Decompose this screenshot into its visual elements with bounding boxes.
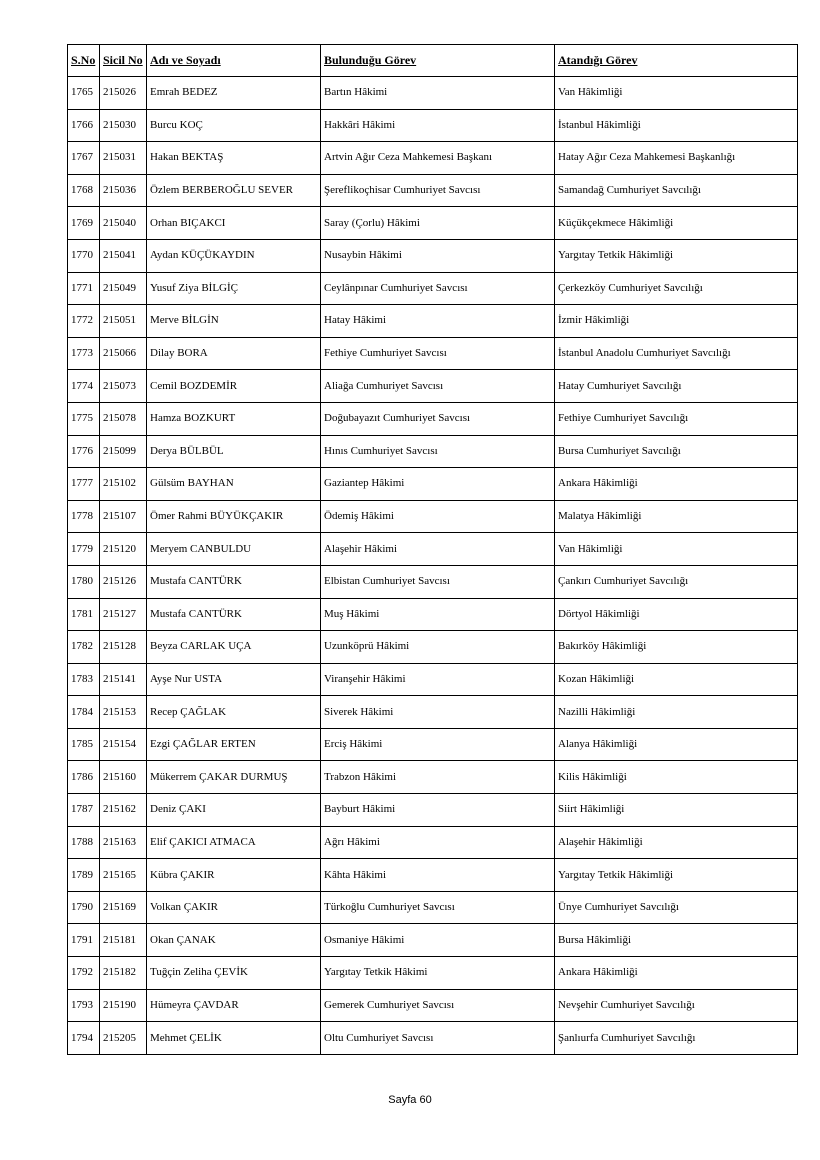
header-name: Adı ve Soyadı [147, 45, 321, 77]
header-sicil-no: Sicil No [100, 45, 147, 77]
cell-sno: 1785 [68, 728, 100, 761]
cell-current-post: Ceylânpınar Cumhuriyet Savcısı [321, 272, 555, 305]
cell-name: Meryem CANBULDU [147, 533, 321, 566]
cell-name: Aydan KÜÇÜKAYDIN [147, 239, 321, 272]
cell-assigned-post: İstanbul Anadolu Cumhuriyet Savcılığı [555, 337, 798, 370]
table-row [68, 142, 798, 175]
cell-current-post: Ağrı Hâkimi [321, 826, 555, 859]
cell-assigned-post: Nazilli Hâkimliği [555, 696, 798, 729]
cell-sno: 1786 [68, 761, 100, 794]
cell-current-post: Nusaybin Hâkimi [321, 239, 555, 272]
table-row [68, 272, 798, 305]
cell-assigned-post: Samandağ Cumhuriyet Savcılığı [555, 174, 798, 207]
cell-current-post: Uzunköprü Hâkimi [321, 631, 555, 664]
header-sno: S.No [68, 45, 100, 77]
cell-name: Yusuf Ziya BİLGİÇ [147, 272, 321, 305]
table-row [68, 1022, 798, 1055]
table-body [68, 77, 798, 1055]
cell-current-post: Hınıs Cumhuriyet Savcısı [321, 435, 555, 468]
cell-sno: 1769 [68, 207, 100, 240]
cell-name: Özlem BERBEROĞLU SEVER [147, 174, 321, 207]
cell-sicil-no: 215030 [100, 109, 147, 142]
cell-name: Okan ÇANAK [147, 924, 321, 957]
cell-sno: 1773 [68, 337, 100, 370]
cell-current-post: Artvin Ağır Ceza Mahkemesi Başkanı [321, 142, 555, 175]
cell-name: Kübra ÇAKIR [147, 859, 321, 892]
table-row [68, 728, 798, 761]
cell-sicil-no: 215107 [100, 500, 147, 533]
cell-sno: 1782 [68, 631, 100, 664]
cell-assigned-post: Yargıtay Tetkik Hâkimliği [555, 239, 798, 272]
cell-name: Beyza CARLAK UÇA [147, 631, 321, 664]
cell-assigned-post: Van Hâkimliği [555, 77, 798, 110]
cell-name: Ayşe Nur USTA [147, 663, 321, 696]
cell-sicil-no: 215031 [100, 142, 147, 175]
cell-sicil-no: 215181 [100, 924, 147, 957]
appointment-table [67, 44, 798, 1055]
cell-assigned-post: Çerkezköy Cumhuriyet Savcılığı [555, 272, 798, 305]
cell-assigned-post: Bakırköy Hâkimliği [555, 631, 798, 664]
cell-sicil-no: 215051 [100, 305, 147, 338]
cell-current-post: Şereflikoçhisar Cumhuriyet Savcısı [321, 174, 555, 207]
cell-sno: 1791 [68, 924, 100, 957]
cell-sicil-no: 215102 [100, 468, 147, 501]
cell-current-post: Yargıtay Tetkik Hâkimi [321, 957, 555, 990]
cell-name: Merve BİLGİN [147, 305, 321, 338]
cell-sno: 1789 [68, 859, 100, 892]
cell-current-post: Elbistan Cumhuriyet Savcısı [321, 565, 555, 598]
cell-sicil-no: 215127 [100, 598, 147, 631]
cell-sicil-no: 215026 [100, 77, 147, 110]
table-row [68, 761, 798, 794]
cell-name: Ömer Rahmi BÜYÜKÇAKIR [147, 500, 321, 533]
cell-name: Emrah BEDEZ [147, 77, 321, 110]
cell-name: Mehmet ÇELİK [147, 1022, 321, 1055]
cell-sno: 1787 [68, 794, 100, 827]
cell-name: Hümeyra ÇAVDAR [147, 989, 321, 1022]
cell-name: Orhan BIÇAKCI [147, 207, 321, 240]
cell-sicil-no: 215073 [100, 370, 147, 403]
header-current-post: Bulunduğu Görev [321, 45, 555, 77]
cell-sno: 1767 [68, 142, 100, 175]
cell-assigned-post: İstanbul Hâkimliği [555, 109, 798, 142]
header-assigned-post: Atandığı Görev [555, 45, 798, 77]
table-row [68, 631, 798, 664]
cell-current-post: Saray (Çorlu) Hâkimi [321, 207, 555, 240]
cell-current-post: Ödemiş Hâkimi [321, 500, 555, 533]
cell-sno: 1780 [68, 565, 100, 598]
cell-sicil-no: 215120 [100, 533, 147, 566]
cell-sicil-no: 215154 [100, 728, 147, 761]
cell-sicil-no: 215205 [100, 1022, 147, 1055]
cell-sno: 1793 [68, 989, 100, 1022]
table-row [68, 989, 798, 1022]
cell-sno: 1776 [68, 435, 100, 468]
table-row [68, 957, 798, 990]
cell-sicil-no: 215078 [100, 402, 147, 435]
cell-assigned-post: Kozan Hâkimliği [555, 663, 798, 696]
cell-sicil-no: 215141 [100, 663, 147, 696]
table-row [68, 109, 798, 142]
cell-assigned-post: Alaşehir Hâkimliği [555, 826, 798, 859]
cell-name: Ezgi ÇAĞLAR ERTEN [147, 728, 321, 761]
table-row [68, 370, 798, 403]
table-row [68, 565, 798, 598]
cell-current-post: Aliağa Cumhuriyet Savcısı [321, 370, 555, 403]
cell-sno: 1792 [68, 957, 100, 990]
table-row [68, 174, 798, 207]
cell-current-post: Siverek Hâkimi [321, 696, 555, 729]
table-row [68, 435, 798, 468]
cell-sno: 1777 [68, 468, 100, 501]
cell-assigned-post: Nevşehir Cumhuriyet Savcılığı [555, 989, 798, 1022]
cell-current-post: Oltu Cumhuriyet Savcısı [321, 1022, 555, 1055]
table-row [68, 924, 798, 957]
cell-name: Hakan BEKTAŞ [147, 142, 321, 175]
table-row [68, 77, 798, 110]
cell-name: Hamza BOZKURT [147, 402, 321, 435]
cell-sno: 1766 [68, 109, 100, 142]
cell-current-post: Kâhta Hâkimi [321, 859, 555, 892]
cell-sicil-no: 215049 [100, 272, 147, 305]
cell-sno: 1772 [68, 305, 100, 338]
cell-current-post: Viranşehir Hâkimi [321, 663, 555, 696]
cell-sno: 1783 [68, 663, 100, 696]
cell-sno: 1768 [68, 174, 100, 207]
cell-assigned-post: Kilis Hâkimliği [555, 761, 798, 794]
cell-assigned-post: Bursa Hâkimliği [555, 924, 798, 957]
cell-sno: 1775 [68, 402, 100, 435]
cell-name: Derya BÜLBÜL [147, 435, 321, 468]
cell-assigned-post: Ünye Cumhuriyet Savcılığı [555, 891, 798, 924]
cell-sicil-no: 215126 [100, 565, 147, 598]
cell-sicil-no: 215040 [100, 207, 147, 240]
cell-current-post: Osmaniye Hâkimi [321, 924, 555, 957]
cell-assigned-post: İzmir Hâkimliği [555, 305, 798, 338]
cell-name: Burcu KOÇ [147, 109, 321, 142]
cell-current-post: Bartın Hâkimi [321, 77, 555, 110]
cell-assigned-post: Yargıtay Tetkik Hâkimliği [555, 859, 798, 892]
cell-sicil-no: 215182 [100, 957, 147, 990]
cell-current-post: Bayburt Hâkimi [321, 794, 555, 827]
cell-name: Gülsüm BAYHAN [147, 468, 321, 501]
cell-sicil-no: 215036 [100, 174, 147, 207]
table-row [68, 337, 798, 370]
cell-sno: 1784 [68, 696, 100, 729]
cell-sicil-no: 215165 [100, 859, 147, 892]
cell-assigned-post: Siirt Hâkimliği [555, 794, 798, 827]
cell-name: Tuğçin Zeliha ÇEVİK [147, 957, 321, 990]
table-row [68, 533, 798, 566]
cell-current-post: Türkoğlu Cumhuriyet Savcısı [321, 891, 555, 924]
cell-sno: 1765 [68, 77, 100, 110]
cell-sicil-no: 215163 [100, 826, 147, 859]
cell-assigned-post: Fethiye Cumhuriyet Savcılığı [555, 402, 798, 435]
table-row [68, 598, 798, 631]
table-row [68, 859, 798, 892]
table-row [68, 207, 798, 240]
cell-current-post: Gaziantep Hâkimi [321, 468, 555, 501]
cell-current-post: Alaşehir Hâkimi [321, 533, 555, 566]
cell-sicil-no: 215128 [100, 631, 147, 664]
cell-assigned-post: Çankırı Cumhuriyet Savcılığı [555, 565, 798, 598]
cell-sno: 1774 [68, 370, 100, 403]
cell-sicil-no: 215099 [100, 435, 147, 468]
cell-name: Recep ÇAĞLAK [147, 696, 321, 729]
cell-assigned-post: Hatay Ağır Ceza Mahkemesi Başkanlığı [555, 142, 798, 175]
cell-assigned-post: Dörtyol Hâkimliği [555, 598, 798, 631]
cell-current-post: Hakkâri Hâkimi [321, 109, 555, 142]
cell-sno: 1781 [68, 598, 100, 631]
table-row [68, 468, 798, 501]
cell-sno: 1790 [68, 891, 100, 924]
cell-name: Mustafa CANTÜRK [147, 565, 321, 598]
cell-sicil-no: 215190 [100, 989, 147, 1022]
table-header-row [68, 45, 798, 77]
cell-assigned-post: Şanlıurfa Cumhuriyet Savcılığı [555, 1022, 798, 1055]
cell-current-post: Trabzon Hâkimi [321, 761, 555, 794]
cell-assigned-post: Bursa Cumhuriyet Savcılığı [555, 435, 798, 468]
cell-assigned-post: Malatya Hâkimliği [555, 500, 798, 533]
cell-name: Cemil BOZDEMİR [147, 370, 321, 403]
cell-assigned-post: Küçükçekmece Hâkimliği [555, 207, 798, 240]
table-row [68, 402, 798, 435]
cell-assigned-post: Alanya Hâkimliği [555, 728, 798, 761]
cell-name: Deniz ÇAKI [147, 794, 321, 827]
cell-sno: 1778 [68, 500, 100, 533]
cell-assigned-post: Ankara Hâkimliği [555, 468, 798, 501]
cell-assigned-post: Hatay Cumhuriyet Savcılığı [555, 370, 798, 403]
cell-assigned-post: Ankara Hâkimliği [555, 957, 798, 990]
cell-sicil-no: 215162 [100, 794, 147, 827]
cell-name: Mustafa CANTÜRK [147, 598, 321, 631]
table-row [68, 826, 798, 859]
cell-sno: 1794 [68, 1022, 100, 1055]
cell-current-post: Gemerek Cumhuriyet Savcısı [321, 989, 555, 1022]
cell-sno: 1771 [68, 272, 100, 305]
cell-name: Dilay BORA [147, 337, 321, 370]
cell-current-post: Erciş Hâkimi [321, 728, 555, 761]
table-row [68, 305, 798, 338]
cell-name: Volkan ÇAKIR [147, 891, 321, 924]
cell-sno: 1779 [68, 533, 100, 566]
cell-current-post: Fethiye Cumhuriyet Savcısı [321, 337, 555, 370]
page-number: Sayfa 60 [388, 1094, 432, 1106]
cell-sicil-no: 215153 [100, 696, 147, 729]
table-row [68, 794, 798, 827]
cell-sicil-no: 215041 [100, 239, 147, 272]
cell-sicil-no: 215066 [100, 337, 147, 370]
cell-current-post: Muş Hâkimi [321, 598, 555, 631]
cell-current-post: Doğubayazıt Cumhuriyet Savcısı [321, 402, 555, 435]
cell-name: Elif ÇAKICI ATMACA [147, 826, 321, 859]
cell-name: Mükerrem ÇAKAR DURMUŞ [147, 761, 321, 794]
cell-assigned-post: Van Hâkimliği [555, 533, 798, 566]
cell-sicil-no: 215160 [100, 761, 147, 794]
cell-sno: 1788 [68, 826, 100, 859]
cell-current-post: Hatay Hâkimi [321, 305, 555, 338]
cell-sicil-no: 215169 [100, 891, 147, 924]
table-row [68, 500, 798, 533]
cell-sno: 1770 [68, 239, 100, 272]
table-row [68, 696, 798, 729]
table-row [68, 239, 798, 272]
table-row [68, 891, 798, 924]
table-row [68, 663, 798, 696]
